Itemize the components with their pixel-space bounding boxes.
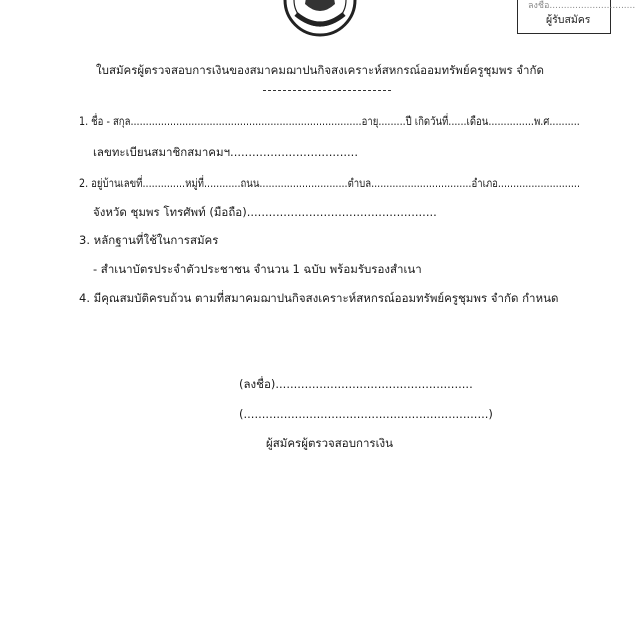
receiver-signature-box [517,0,636,34]
required-documents-heading: 3. หลักฐานที่ใช้ในการสมัคร [79,233,219,247]
title-underline [263,90,391,91]
form-title: ใบสมัครผู้ตรวจสอบการเงินของสมาคมฌาปนกิจสงเคราะห์สหกรณ์ออมทรัพย์ครูชุมพร จำกัด [96,63,544,77]
applicant-printed-name-line[interactable]: (...................................................................) [239,407,493,421]
member-registration-number-field[interactable]: เลขทะเบียนสมาชิกสมาคมฯ................................... [93,145,358,159]
applicant-sign-line[interactable]: (ลงชื่อ)...................................................... [239,377,473,391]
association-seal-icon [283,0,357,40]
receiver-label: ผู้รับสมัคร [546,14,591,26]
applicant-role-label: ผู้สมัครผู้ตรวจสอบการเงิน [266,436,394,450]
id-card-copy-requirement: - สำเนาบัตรประจำตัวประชาชน จำนวน 1 ฉบับ พร้อมรับรองสำเนา [93,262,422,276]
name-age-birthdate-field[interactable]: 1. ชื่อ - สกุล............................................................................อายุ.........ปี เกิดวันที่......เดือน...............พ.ศ.......... [79,114,580,128]
receiver-sign-line: ลงชื่อ.............................. [528,1,636,11]
address-field[interactable]: 2. อยู่บ้านเลขที่..............หมู่ที่............ถนน.............................ตำบล.................................อำเภอ........................... [79,176,581,190]
province-phone-field[interactable]: จังหวัด ชุมพร โทรศัพท์ (มือถือ).................................................... [93,205,437,219]
qualification-statement: 4. มีคุณสมบัติครบถ้วน ตามที่สมาคมฌาปนกิจสงเคราะห์สหกรณ์ออมทรัพย์ครูชุมพร จำกัด กำหนด [79,291,559,305]
